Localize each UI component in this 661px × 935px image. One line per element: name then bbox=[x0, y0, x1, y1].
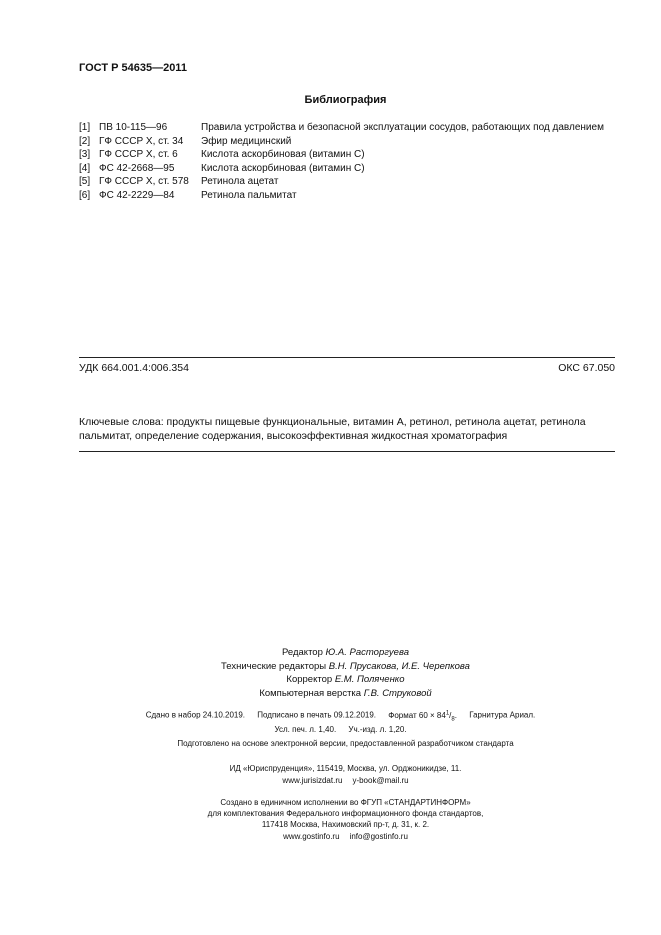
bibliography-item bbox=[79, 148, 604, 162]
divider-bottom bbox=[79, 451, 615, 452]
print-info-line1 bbox=[0, 710, 661, 722]
bib-title: Эфир медицинский bbox=[201, 135, 292, 147]
corrector-label: Корректор bbox=[286, 674, 333, 686]
bib-title: Правила устройства и безопасной эксплуатации сосудов, работающих под давлением bbox=[201, 122, 604, 133]
credits-block bbox=[0, 646, 661, 700]
bibliography-list bbox=[79, 121, 604, 203]
divider-top bbox=[79, 357, 615, 358]
editor-name: Ю.А. Расторгуева bbox=[325, 647, 409, 658]
publisher-address: ИД «Юриспруденция», 115419, Москва, ул. Орджоникидзе, 11. bbox=[229, 764, 462, 773]
producer-contacts bbox=[30, 831, 661, 842]
typeset-date: Сдано в набор 24.10.2019. bbox=[145, 710, 246, 720]
layout-label: Компьютерная верстка bbox=[259, 687, 362, 699]
producer-site-link[interactable]: www.gostinfo.ru bbox=[283, 831, 340, 841]
udk-code: УДК 664.001.4:006.354 bbox=[79, 362, 189, 374]
tech-editors-names: В.Н. Прусакова, И.Е. Черепкова bbox=[328, 660, 470, 672]
producer-line2: для комплектования Федерального информационного фонда стандартов, bbox=[207, 809, 484, 819]
tech-editors-label: Технические редакторы bbox=[221, 660, 327, 672]
format-numerator: 1 bbox=[445, 710, 450, 716]
bib-source: ПВ 10-115—96 bbox=[99, 122, 168, 133]
bib-number: [2] bbox=[79, 135, 91, 147]
layout-name: Г.В. Струковой bbox=[363, 687, 432, 699]
bibliography-item bbox=[79, 162, 604, 176]
bib-title: Кислота аскорбиновая (витамин С) bbox=[201, 149, 365, 161]
typeface: Гарнитура Ариал. bbox=[469, 710, 536, 720]
signed-date: Подписано в печать 09.12.2019. bbox=[257, 710, 377, 720]
keywords: Ключевые слова: продукты пищевые функциональные, витамин А, ретинол, ретинола ацетат, ретинола пальмитат, определение содержания, высокоэффективная жидкостная хроматография bbox=[79, 416, 586, 442]
prepared-note: Подготовлено на основе электронной версии, предоставленной разработчиком стандарта bbox=[177, 739, 514, 748]
producer-email-link[interactable]: info@gostinfo.ru bbox=[349, 831, 408, 841]
bib-source: ГФ СССР X, ст. 6 bbox=[99, 149, 178, 161]
oks-code: ОКС 67.050 bbox=[558, 362, 615, 374]
publisher-block bbox=[0, 763, 661, 787]
bibliography-item bbox=[79, 175, 604, 189]
bibliography-item bbox=[79, 135, 604, 149]
format: Формат $60 \times 84^1/_8$. bbox=[388, 710, 457, 723]
publisher-contacts bbox=[30, 775, 661, 787]
print-info-line2 bbox=[0, 725, 661, 734]
standard-number: ГОСТ Р 54635—2011 bbox=[79, 62, 187, 74]
tech-editors-line bbox=[30, 660, 661, 674]
bibliography-title: Библиография bbox=[304, 94, 387, 106]
bib-source: ФС 42-2668—95 bbox=[99, 162, 175, 174]
editor-line bbox=[30, 646, 661, 660]
bibliography-item bbox=[79, 121, 604, 135]
bib-source: ФС 42-2229—84 bbox=[99, 189, 175, 201]
print-sheets: Усл. печ. л. 1,40. bbox=[274, 725, 337, 734]
bib-title: Ретинола ацетат bbox=[201, 176, 279, 188]
publishing-sheets: Уч.-изд. л. 1,20. bbox=[348, 725, 407, 734]
bib-number: [5] bbox=[79, 176, 91, 188]
corrector-name: Е.М. Поляченко bbox=[334, 674, 405, 686]
bib-source: ГФ СССР X, ст. 578 bbox=[99, 176, 189, 188]
editor-label: Редактор bbox=[281, 647, 323, 658]
format-prefix: Формат 60 × 84 bbox=[388, 710, 446, 720]
layout-line bbox=[30, 687, 661, 701]
bib-title: Ретинола пальмитат bbox=[201, 189, 297, 201]
format-denominator: 8 bbox=[451, 716, 455, 723]
bib-number: [3] bbox=[79, 149, 91, 161]
producer-line1: Создано в единичном исполнении во ФГУП «СТАНДАРТИНФОРМ» bbox=[220, 798, 471, 807]
bib-number: [4] bbox=[79, 162, 91, 174]
bib-number: [6] bbox=[79, 189, 91, 201]
bib-number: [1] bbox=[79, 122, 91, 133]
publisher-site-link[interactable]: www.jurisizdat.ru bbox=[282, 776, 343, 785]
format-suffix: . bbox=[454, 710, 457, 720]
bibliography-item bbox=[79, 189, 604, 203]
producer-address: 117418 Москва, Нахимовский пр-т, д. 31, к. 2. bbox=[261, 820, 430, 830]
publisher-email-link[interactable]: y-book@mail.ru bbox=[352, 776, 409, 785]
bib-title: Кислота аскорбиновая (витамин С) bbox=[201, 162, 365, 174]
bib-source: ГФ СССР X, ст. 34 bbox=[99, 135, 184, 147]
corrector-line bbox=[30, 673, 661, 687]
producer-block bbox=[0, 797, 661, 842]
